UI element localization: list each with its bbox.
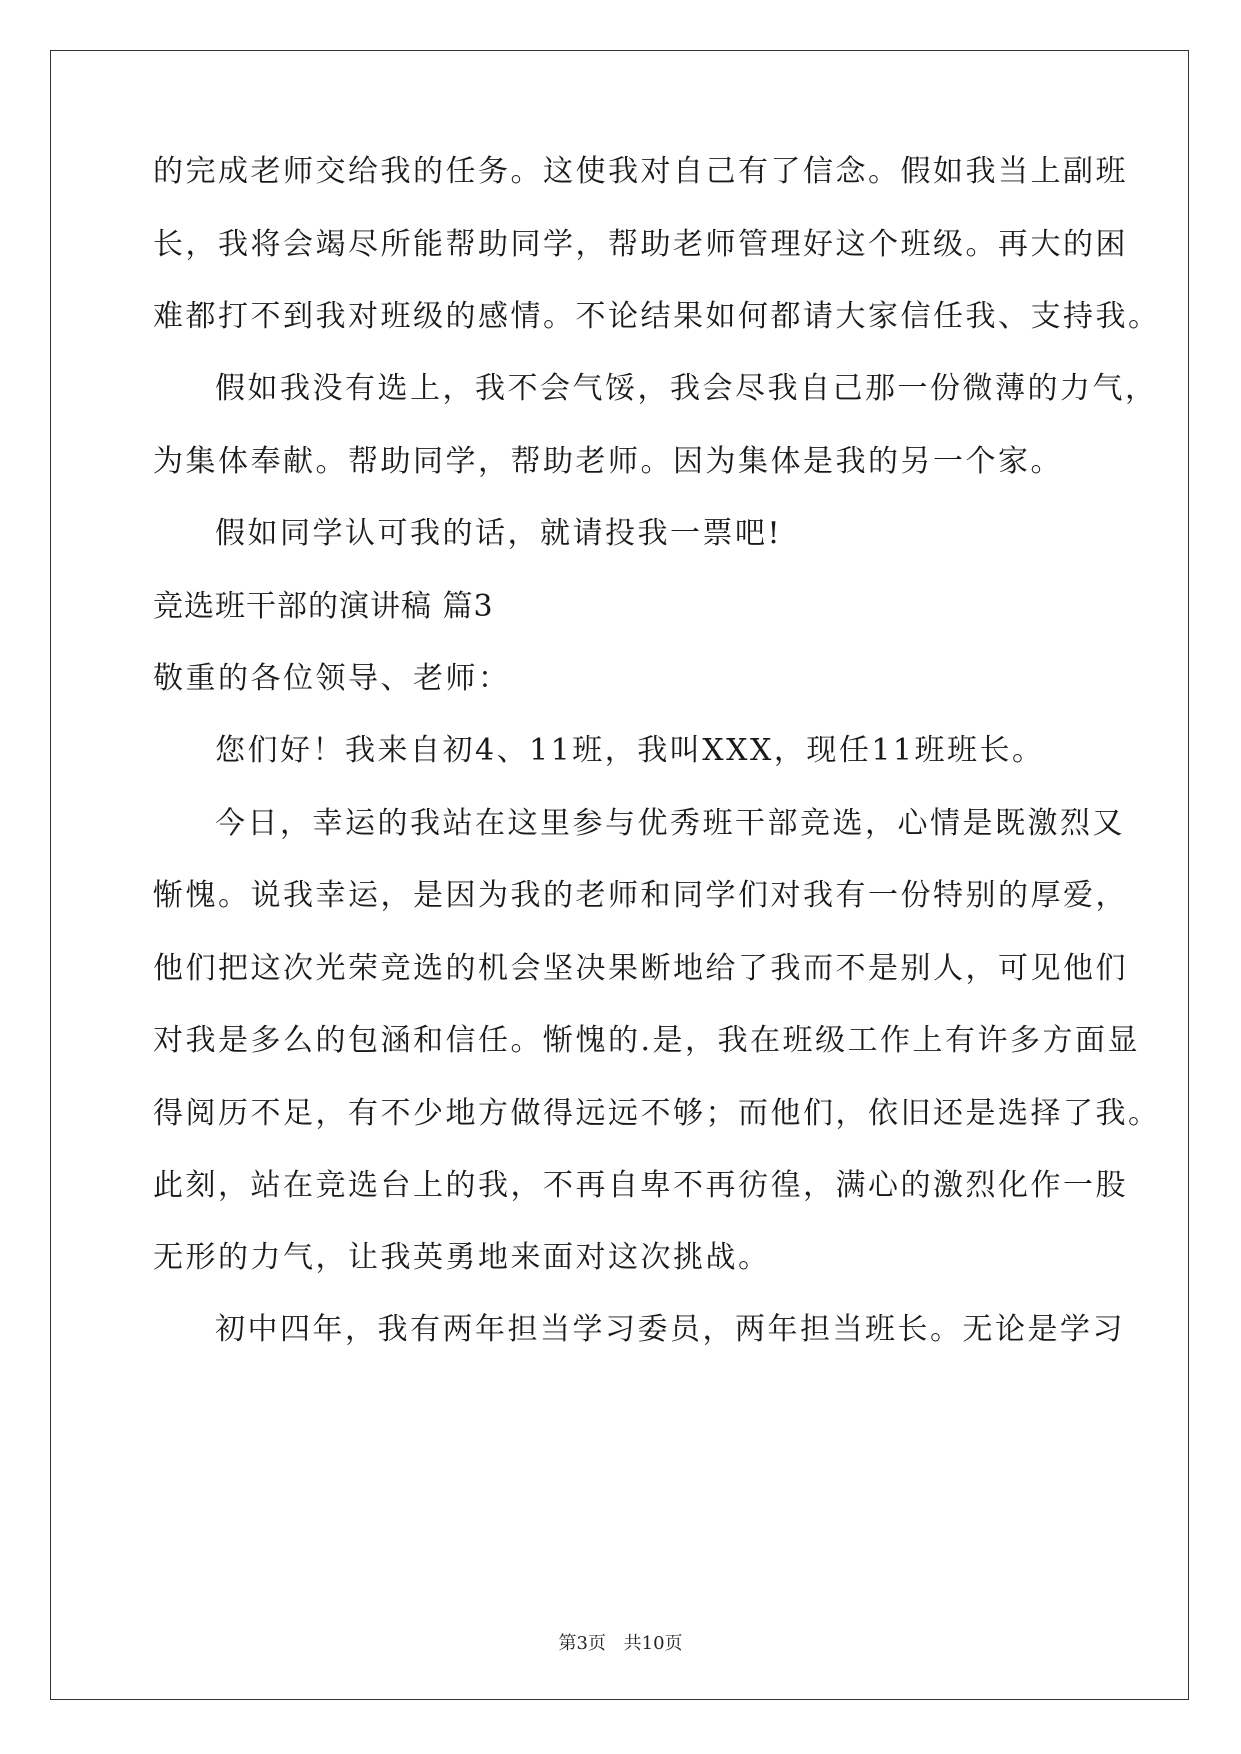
text-line: 他们把这次光荣竞选的机会坚决果断地给了我而不是别人，可见他们 <box>153 951 1128 986</box>
salutation: 敬重的各位领导、老师： <box>153 661 511 696</box>
text-line: 为集体奉献。帮助同学，帮助老师。因为集体是我的另一个家。 <box>153 444 1063 479</box>
section-heading: 竞选班干部的演讲稿 篇3 <box>153 589 494 624</box>
text-line: 得阅历不足，有不少地方做得远远不够；而他们，依旧还是选择了我。 <box>153 1096 1161 1131</box>
text-line: 惭愧。说我幸运，是因为我的老师和同学们对我有一份特别的厚爱， <box>153 878 1128 913</box>
text-line: 的完成老师交给我的任务。这使我对自己有了信念。假如我当上副班 <box>153 154 1128 189</box>
text-line: 此刻，站在竞选台上的我，不再自卑不再彷徨，满心的激烈化作一股 <box>153 1168 1128 1203</box>
text-line: 初中四年，我有两年担当学习委员，两年担当班长。无论是学习 <box>215 1312 1125 1347</box>
text-line: 假如我没有选上，我不会气馁，我会尽我自己那一份微薄的力气， <box>215 371 1158 406</box>
text-line: 假如同学认可我的话，就请投我一票吧! <box>215 516 783 551</box>
text-line: 长，我将会竭尽所能帮助同学，帮助老师管理好这个班级。再大的困 <box>153 227 1128 262</box>
page-footer <box>0 1633 1241 1655</box>
page-total: 共10页 <box>623 1633 683 1654</box>
page-number: 第3页 <box>558 1633 606 1654</box>
text-line: 对我是多么的包涵和信任。惭愧的.是，我在班级工作上有许多方面显 <box>153 1023 1141 1058</box>
text-line: 无形的力气，让我英勇地来面对这次挑战。 <box>153 1240 771 1275</box>
page-border <box>50 50 1189 1700</box>
text-line: 难都打不到我对班级的感情。不论结果如何都请大家信任我、支持我。 <box>153 299 1161 334</box>
text-line: 今日，幸运的我站在这里参与优秀班干部竞选，心情是既激烈又 <box>215 806 1125 841</box>
text-line: 您们好！我来自初4、11班，我叫XXX，现任11班班长。 <box>215 733 1045 768</box>
